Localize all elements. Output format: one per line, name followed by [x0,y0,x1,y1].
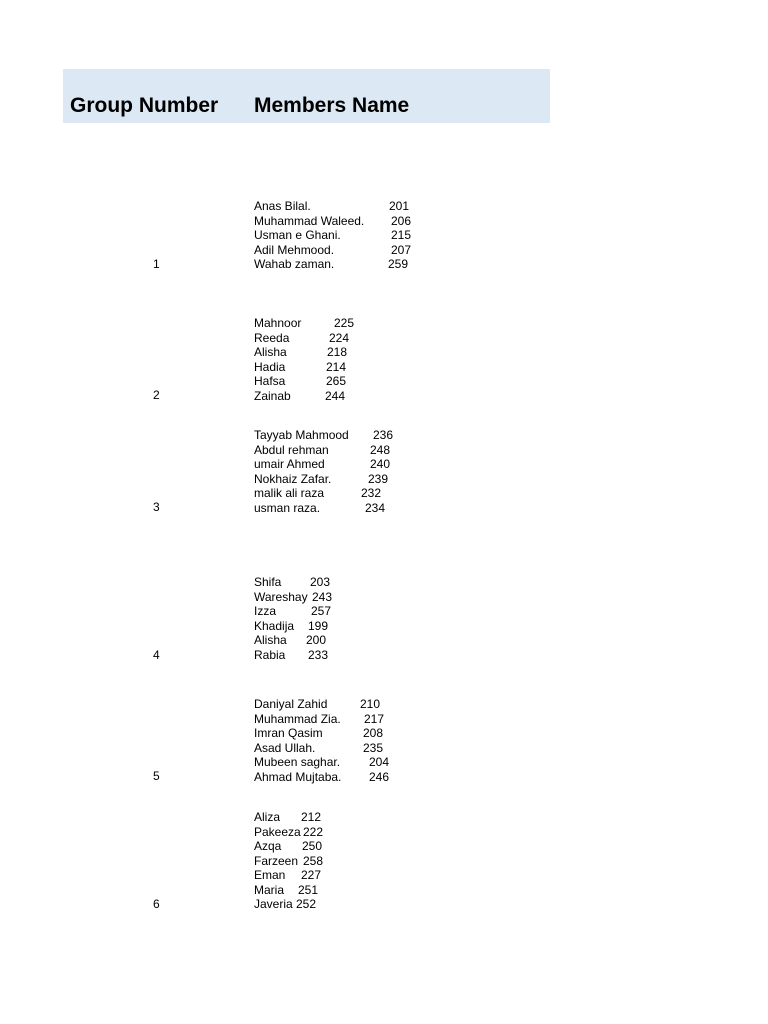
member-name: Hadia [254,359,286,374]
member-name: Rabia [254,647,286,662]
member-roll: 252 [296,897,317,911]
member-roll: 246 [369,769,390,784]
member-roll: 244 [325,388,346,403]
member-roll: 239 [368,471,389,486]
member-roll: 258 [303,853,324,868]
member-name: Anas Bilal. [254,199,311,213]
member-roll: 218 [327,345,348,359]
member-roll: 210 [360,697,381,711]
member-name: Izza [254,604,277,618]
group-number-2: 2 [153,388,160,402]
member-name: Daniyal Zahid [254,697,328,711]
member-roll: 225 [334,316,355,330]
member-name: Muhammad Zia. [254,711,341,726]
member-name: malik ali raza [254,486,325,500]
group-number-4: 4 [153,648,160,662]
group-number-5: 5 [153,769,160,783]
member-roll: 259 [388,257,409,271]
group-number-1: 1 [153,257,160,271]
member-name: Aliza [254,810,281,824]
group-number-3: 3 [153,500,160,514]
member-roll: 236 [373,428,394,442]
member-name: Shifa [254,575,282,589]
member-roll: 235 [363,740,384,755]
member-roll: 224 [329,330,350,345]
member-name: Nokhaiz Zafar. [254,471,332,486]
member-roll: 208 [363,726,384,740]
member-name: Farzeen [254,853,299,868]
member-roll: 250 [302,839,323,853]
member-roll: 257 [311,604,332,618]
member-name: Mahnoor [254,316,302,330]
member-roll: 234 [365,500,386,515]
member-roll: 227 [301,868,322,882]
members-name-header: Members Name [254,94,410,117]
member-roll: 199 [308,618,329,633]
member-roll: 233 [308,647,329,662]
member-name: Khadija [254,618,295,633]
member-roll: 212 [301,810,322,824]
member-name: Wareshay [254,589,308,604]
member-name: Abdul rehman [254,442,329,457]
member-name: Alisha [254,633,287,647]
member-roll: 200 [306,633,327,647]
member-name: Hafsa [254,374,286,388]
member-name: Wahab zaman. [254,257,335,271]
member-name: Javeria [254,897,293,911]
member-name: Asad Ullah. [254,740,316,755]
member-name: umair Ahmed [254,457,325,471]
member-name: Maria [254,882,285,897]
member-name: Azqa [254,839,282,853]
member-roll: 203 [310,575,331,589]
member-roll: 214 [326,359,347,374]
member-roll: 207 [391,242,412,257]
group-number-6: 6 [153,897,160,911]
member-roll: 243 [312,589,333,604]
member-name: Alisha [254,345,287,359]
member-name: Mubeen saghar. [254,755,341,769]
member-roll: 217 [364,711,385,726]
member-roll: 232 [361,486,382,500]
member-roll: 215 [391,228,412,242]
member-roll: 265 [326,374,347,388]
member-roll: 251 [298,882,319,897]
member-name: Muhammad Waleed. [254,213,365,228]
member-name: Eman [254,868,286,882]
member-roll: 222 [303,824,324,839]
member-name: Zainab [254,388,291,403]
member-name: Imran Qasim [254,726,323,740]
group-number-header: Group Number [70,94,219,117]
member-roll: 204 [369,755,390,769]
member-name: Reeda [254,330,290,345]
member-name: Pakeeza [254,824,301,839]
member-name: Tayyab Mahmood [254,428,349,442]
member-name: Ahmad Mujtaba. [254,769,342,784]
member-name: usman raza. [254,500,321,515]
member-roll: 206 [391,213,412,228]
member-name: Adil Mehmood. [254,242,335,257]
member-name: Usman e Ghani. [254,228,341,242]
member-roll: 201 [389,199,410,213]
member-roll: 248 [370,442,391,457]
member-roll: 240 [370,457,391,471]
